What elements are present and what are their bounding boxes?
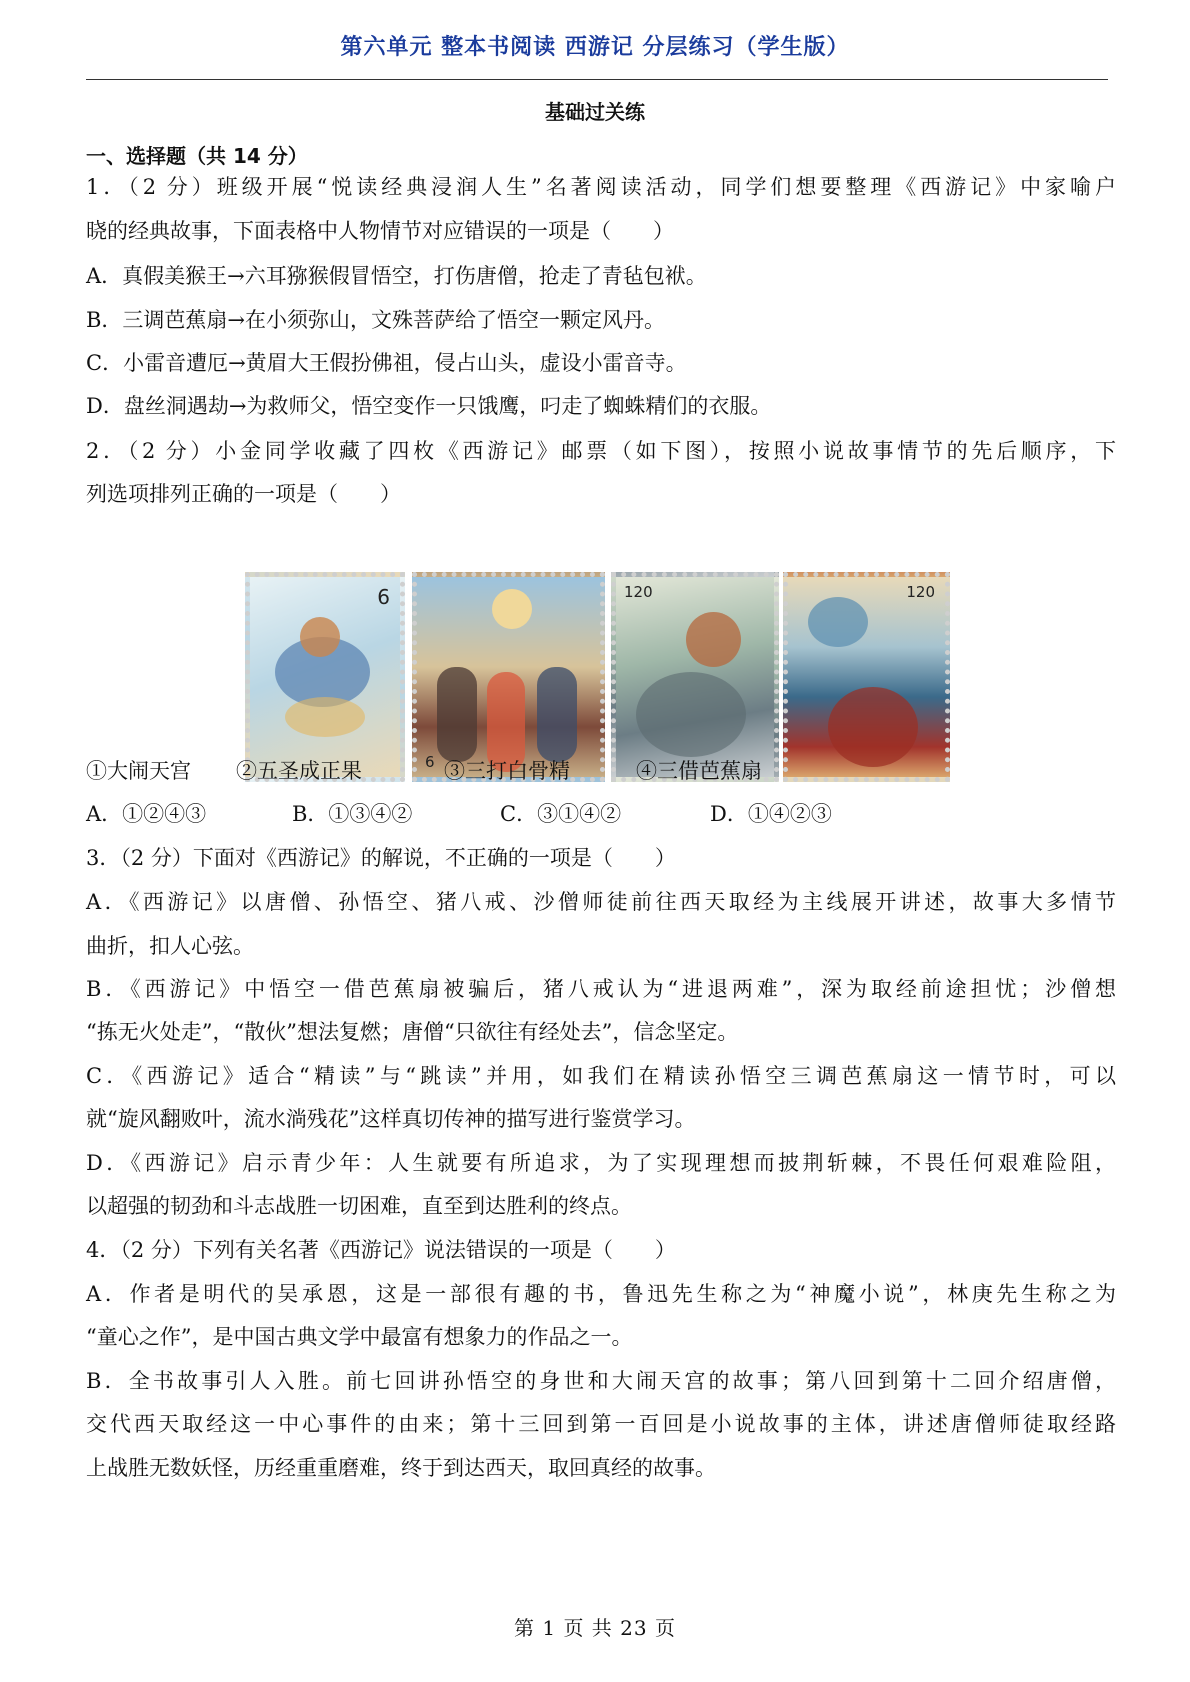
q2-stem-line-1: 2．（2 分）小金同学收藏了四枚《西游记》邮票（如下图），按照小说故事情节的先后顺序，下 — [86, 439, 1116, 463]
q2-item-1: ①大闹天宫 — [86, 759, 191, 783]
q3-stem: 3．（2 分）下面对《西游记》的解说，不正确的一项是（ ） — [86, 846, 676, 870]
q3-option-d-line-2: 以超强的韧劲和斗志战胜一切困难，直至到达胜利的终点。 — [86, 1194, 632, 1218]
stamp-value: 120 — [906, 583, 935, 601]
q2-item-2: ②五圣成正果 — [236, 759, 362, 783]
q2-item-4: ④三借芭蕉扇 — [636, 759, 762, 783]
stamp-value: 6 — [425, 753, 435, 771]
q1-stem-line-1: 1．（2 分）班级开展“悦读经典浸润人生”名著阅读活动，同学们想要整理《西游记》中家喻户 — [86, 175, 1116, 199]
q4-option-a-line-2: “童心之作”，是中国古典文学中最富有想象力的作品之一。 — [86, 1325, 633, 1349]
stamp-monkey-king — [245, 572, 405, 782]
q4-option-b-line-2: 交代西天取经这一中心事件的由来；第十三回到第一百回是小说故事的主体，讲述唐僧师徒取经路 — [86, 1412, 1116, 1436]
q1-stem-line-2: 晓的经典故事，下面表格中人物情节对应错误的一项是（ ） — [86, 219, 674, 243]
q1-option-a: A．真假美猴王→六耳猕猴假冒悟空，打伤唐僧，抢走了青毡包袱。 — [86, 264, 707, 288]
q3-option-b-line-1: B．《西游记》中悟空一借芭蕉扇被骗后，猪八戒认为“进退两难”，深为取经前途担忧；沙僧想 — [86, 977, 1116, 1001]
q2-option-b: B．①③④② — [292, 802, 413, 826]
q3-option-a-line-1: A．《西游记》以唐僧、孙悟空、猪八戒、沙僧师徒前往西天取经为主线展开讲述，故事大多情节 — [86, 890, 1116, 914]
header-divider — [86, 79, 1108, 80]
q2-option-d: D．①④②③ — [710, 802, 832, 826]
journey-to-the-west-stamps-image — [245, 568, 948, 786]
q1-option-d: D．盘丝洞遇劫→为救师父，悟空变作一只饿鹰，叼走了蜘蛛精们的衣服。 — [86, 394, 772, 418]
document-header-title: 第六单元 整本书阅读 西游记 分层练习（学生版） — [340, 35, 850, 60]
q3-option-b-line-2: “拣无火处走”，“散伙”想法复燃；唐僧“只欲往有经处去”，信念坚定。 — [86, 1020, 739, 1044]
q4-option-a-line-1: A．作者是明代的吴承恩，这是一部很有趣的书，鲁迅先生称之为“神魔小说”，林庚先生称之为 — [86, 1282, 1116, 1306]
q2-option-a: A．①②④③ — [86, 802, 207, 826]
q3-option-c-line-2: 就“旋风翻败叶，流水淌残花”这样真切传神的描写进行鉴赏学习。 — [86, 1107, 696, 1131]
page-footer: 第 1 页 共 23 页 — [514, 1616, 676, 1640]
q3-option-a-line-2: 曲折，扣人心弦。 — [86, 934, 254, 958]
stamp-value: 6 — [377, 585, 390, 609]
stamp-palm-leaf-fan — [783, 572, 950, 782]
stamp-white-bone-demon — [611, 572, 779, 782]
q2-stem-line-2: 列选项排列正确的一项是（ ） — [86, 482, 401, 506]
q4-stem: 4．（2 分）下列有关名著《西游记》说法错误的一项是（ ） — [86, 1238, 676, 1262]
stamp-five-saints — [412, 572, 605, 782]
q2-item-3: ③三打白骨精 — [444, 759, 570, 783]
q1-option-b: B．三调芭蕉扇→在小须弥山，文殊菩萨给了悟空一颗定风丹。 — [86, 308, 666, 332]
q2-option-c: C．③①④② — [500, 802, 622, 826]
section-subtitle: 基础过关练 — [545, 100, 645, 124]
q3-option-d-line-1: D．《西游记》启示青少年：人生就要有所追求，为了实现理想而披荆斩棘，不畏任何艰难险阻， — [86, 1151, 1116, 1175]
section-heading: 一、选择题（共 14 分） — [86, 144, 308, 168]
q4-option-b-line-1: B．全书故事引人入胜。前七回讲孙悟空的身世和大闹天宫的故事；第八回到第十二回介绍唐僧， — [86, 1369, 1116, 1393]
q1-option-c: C．小雷音遭厄→黄眉大王假扮佛祖，侵占山头，虚设小雷音寺。 — [86, 351, 687, 375]
stamp-value: 120 — [624, 583, 653, 601]
q3-option-c-line-1: C．《西游记》适合“精读”与“跳读”并用，如我们在精读孙悟空三调芭蕉扇这一情节时，可以 — [86, 1064, 1116, 1088]
q4-option-b-line-3: 上战胜无数妖怪，历经重重磨难，终于到达西天，取回真经的故事。 — [86, 1456, 716, 1480]
